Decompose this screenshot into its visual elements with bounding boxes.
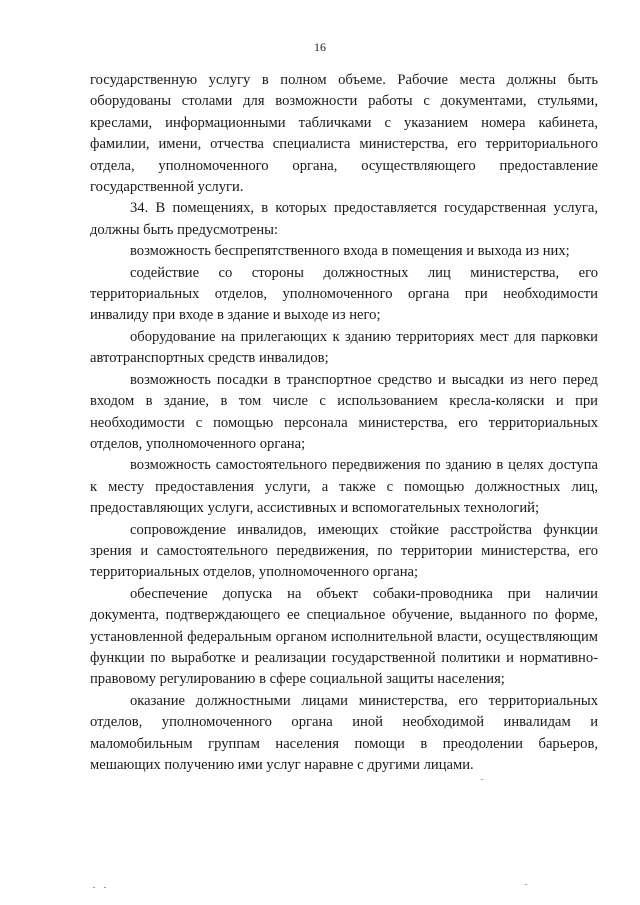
paragraph-independent-movement: возможность самостоятельного передвижения по зданию в целях доступа к месту предоставления услуги, а также с помощью должностных лиц, предоставляющих услуги, ассистивных и вспомогательных технологий; xyxy=(90,457,598,517)
paragraph-item-34: 34. В помещениях, в которых предоставляется государственная услуга, должны быть предусмотрены: xyxy=(90,200,598,238)
paragraph-escort: сопровождение инвалидов, имеющих стойкие расстройства функции зрения и самостоятельного передвижения, по территории министерства, его территориальных отделов, уполномоченного органа; xyxy=(90,521,598,581)
paragraph-staff-assistance: содействие со стороны должностных лиц министерства, его территориальных отделов, уполномоченного органа при необходимости инвалиду при входе в здание и выходе из него; xyxy=(90,264,598,324)
paragraph-parking: оборудование на прилегающих к зданию территориях мест для парковки автотранспортных средств инвалидов; xyxy=(90,328,598,367)
scan-speck xyxy=(481,779,483,780)
paragraph-guide-dog: обеспечение допуска на объект собаки-проводника при наличии документа, подтверждающего ее специальное обучение, выданного по форме, установленной федеральным органом исполнительной власти, осуществляющим функции по выработке и реализации государственной политики и нормативно-правовому регулированию в сфере социальной защиты населения; xyxy=(90,585,598,688)
paragraph-barrier-free-entry: возможность беспрепятственного входа в помещения и выхода из них; xyxy=(130,243,570,260)
paragraph-continuation: государственную услугу в полном объеме. Рабочие места должны быть оборудованы столами для возможности работы с документами, стульями, креслами, информационными табличками с указанием номера кабинета, фамилии, имени, отчества специалиста министерства, его территориального отдела, уполномоченного органа, осуществляющего предоставление государственной услуги. xyxy=(90,72,598,196)
paragraph-assistance: оказание должностными лицами министерства, его территориальных отделов, уполномоченного органа иной необходимой инвалидам и маломобильным группам населения помощи в преодолении барьеров, мешающих получению ими услуг наравне с другими лицами. xyxy=(90,692,598,773)
document-body xyxy=(90,70,598,776)
scan-speck xyxy=(104,887,106,888)
paragraph-transport-boarding: возможность посадки в транспортное средство и высадки из него перед входом в здание, в том числе с использованием кресла-коляски и при необходимости с помощью персонала министерства, его территориальных отделов, уполномоченного органа; xyxy=(90,371,598,452)
scan-speck xyxy=(525,884,527,885)
scan-speck xyxy=(93,887,95,888)
page-number: 16 xyxy=(314,40,326,54)
